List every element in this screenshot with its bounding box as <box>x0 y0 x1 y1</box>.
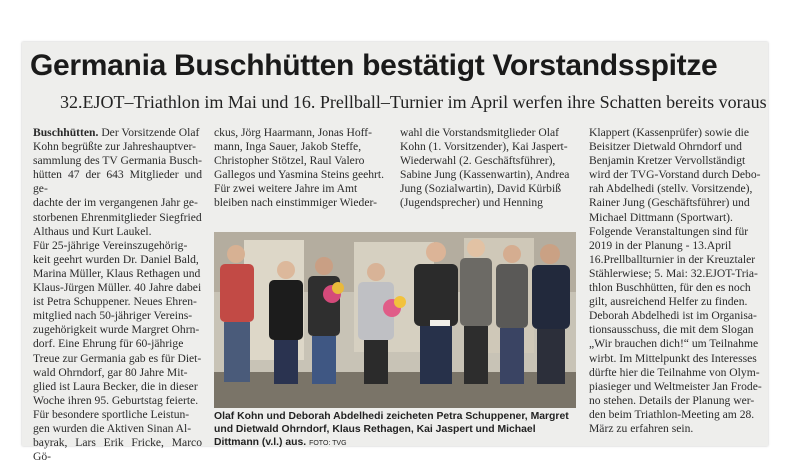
subheadline: 32.EJOT–Triathlon im Mai und 16. Prellball–Turnier im April werfen ihre Schatten bereits voraus <box>60 92 767 112</box>
photo-credit: FOTO: TVG <box>309 440 347 447</box>
column-1-text: Kohn begrüßte zur Jahreshauptver- sammlung des TV Germania Busch- hütten 47 der 643 Mitglieder und ge- dachte der im vergangenen Jahr ge- storbenen Ehrenmitglieder Siegfried Althaus und Kurt Laukel. Für 25-jährige Vereinszugehörig- keit geehrt wurden Dr. Daniel Bald, Marina Müller, Klaus Rethagen und Klaus-Jürgen Müller. 40 Jahre dabei ist Petra Schuppener. Neues Ehren- mitglied nach 50-jähriger Vereins- zugehörigkeit wurde Margret Ohrn- dorf. Eine Ehrung für 60-jährige Treue zur Germania gab es für Diet- wald Ohrndorf, gar 80 Jahre Mit- glied ist Laura Becker, die in dieser Woche ihren 95. Geburtstag feierte. Für besondere sportliche Leistun- gen wurden die Aktiven Sinan Al- bayrak, Lars Erik Fricke, Marco Gö- <box>33 140 202 464</box>
article-column-1 <box>33 126 202 464</box>
person-6 <box>460 239 492 384</box>
article-column-2: ckus, Jörg Haarmann, Jonas Hoff- mann, Inga Sauer, Jakob Steffe, Christopher Stötzel, Raul Valero Gallegos und Yasmina Steins geehrt. Für zwei weitere Jahre im Amt bleiben nach einstimmiger Wieder- <box>214 126 385 210</box>
group-photo <box>214 232 576 408</box>
person-1 <box>220 245 254 382</box>
dateline: Buschhütten. <box>33 126 99 139</box>
headline: Germania Buschhütten bestätigt Vorstandsspitze <box>30 49 718 82</box>
article-column-4: Klappert (Kassenprüfer) sowie die Beisitzer Dietwald Ohrndorf und Benjamin Kretzer Vervollständigt wird der TVG-Vorstand durch Debo- rah Abdelhedi (stellv. Vorsitzende), Rainer Jung (Geschäftsführer) und Michael Dittmann (Sportwart). Folgende Veranstaltungen sind für 2019 in der Planung - 13.April 16.Prellballturnier in der Kreuztaler Stählerwiese; 5. Mai: 32.EJOT-Tria- thlon Buschhütten, für den es noch gilt, ausreichend Helfer zu finden. Deborah Abdelhedi ist im Organisa- tionsausschuss, die mit dem Slogan „Wir brauchen dich!“ um Teilnahme wirbt. Im Mittelpunkt des Interesses dürfte hier die Teilnahme von Olym- piasieger und Weltmeister Jan Frode- no stehen. Details der Planung wer- den beim Triathlon-Meeting am 28. März zu erfahren sein. <box>589 126 762 435</box>
photo-caption <box>214 410 578 450</box>
person-7 <box>496 245 528 384</box>
caption-text: Olaf Kohn und Deborah Abdelhedi zeicheten Petra Schuppener, Margret und Dietwald Ohrndorf, Klaus Rethagen, Kai Jaspert und Michael Dittmann (v.l.) aus. <box>214 411 569 448</box>
article-column-3: wahl die Vorstandsmitglieder Olaf Kohn (1. Vorsitzender), Kai Jaspert- Wiederwahl (2. Geschäftsführer), Sabine Jung (Kassenwartin), Andrea Jung (Sozialwartin), David Kürbiß (Jugendsprecher) und Henning <box>400 126 570 210</box>
column-1-first-line: Der Vorsitzende Olaf <box>101 126 200 139</box>
